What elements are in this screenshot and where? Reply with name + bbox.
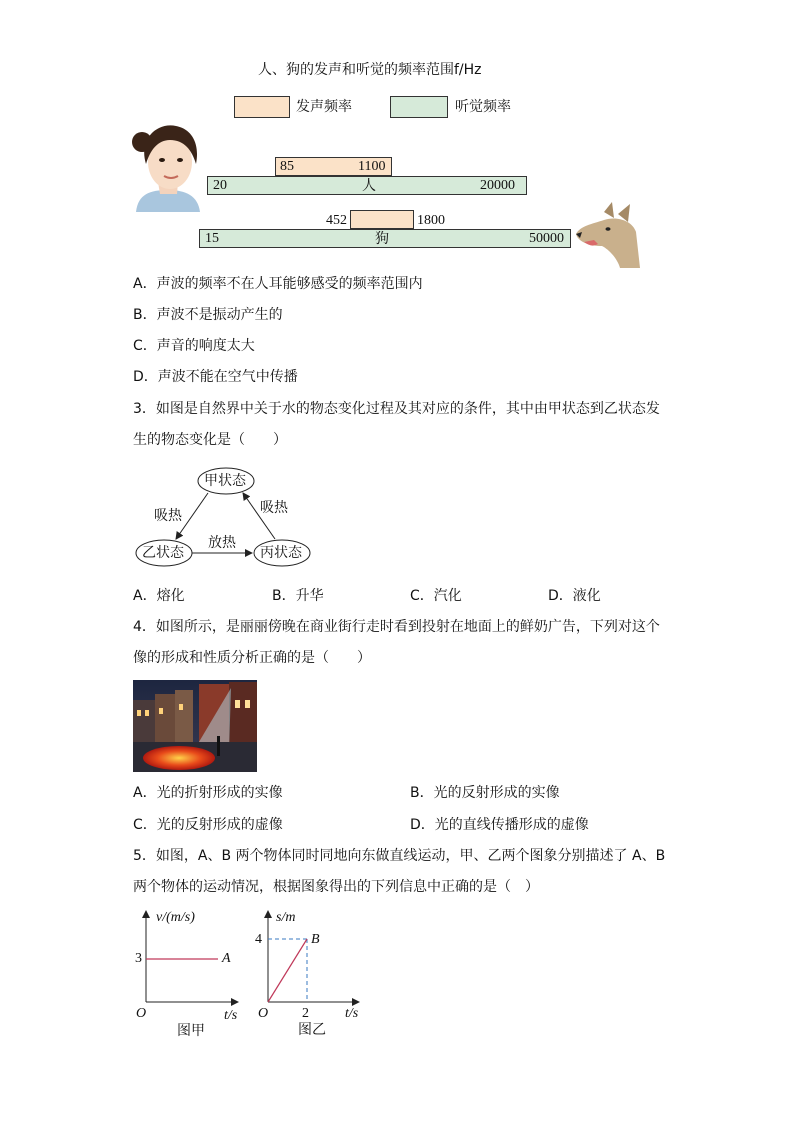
state-b-label: 乙状态: [142, 545, 184, 561]
q5-stem-line2: 两个物体的运动情况，根据图象得出的下列信息中正确的是（ ）: [133, 879, 539, 895]
state-c-label: 丙状态: [260, 545, 302, 561]
graph-b-xtick: 2: [302, 1006, 309, 1021]
human-speak-low: 85: [280, 159, 294, 174]
dog-speak-bar: [350, 210, 414, 229]
graph-b-st: [255, 905, 365, 1010]
q3-option-d: D．液化: [548, 588, 601, 604]
graph-a-ytick: 3: [135, 951, 142, 966]
q3-option-b: B．升华: [272, 588, 324, 604]
graph-b-origin: O: [258, 1006, 269, 1021]
edge-ab-label: 吸热: [154, 508, 182, 524]
dog-hear-low: 15: [205, 231, 219, 246]
graph-b-ylabel: s/m: [276, 910, 296, 925]
dog-label: 狗: [375, 231, 389, 247]
graph-a-caption: 图甲: [177, 1023, 205, 1039]
human-hear-low: 20: [213, 178, 227, 193]
human-label: 人: [362, 178, 376, 194]
legend-speak-label: 发声频率: [296, 99, 352, 115]
human-hear-high: 20000: [480, 178, 515, 193]
graph-a-ylabel: v/(m/s): [156, 910, 195, 925]
q4-option-c: C．光的反射形成的虚像: [133, 817, 283, 833]
q3-option-a: A．熔化: [133, 588, 185, 604]
legend-hear-swatch: [390, 96, 448, 118]
q2-option-c: C．声音的响度太大: [133, 338, 255, 354]
freq-figure-title: 人、狗的发声和听觉的频率范围f/Hz: [258, 62, 482, 78]
q4-stem-line1: 4．如图所示，是丽丽傍晚在商业街行走时看到投射在地面上的鲜奶广告，下列对这个: [133, 619, 660, 635]
q3-stem-line1: 3．如图是自然界中关于水的物态变化过程及其对应的条件，其中由甲状态到乙状态发: [133, 401, 660, 417]
q2-option-b: B．声波不是振动产生的: [133, 307, 283, 323]
q4-option-b: B．光的反射形成的实像: [410, 785, 560, 801]
graph-a-series-label: A: [222, 951, 231, 966]
graph-a-xlabel: t/s: [224, 1008, 238, 1023]
graph-b-series-label: B: [311, 932, 320, 947]
street-ad-photo: [133, 680, 257, 772]
q4-option-d: D．光的直线传播形成的虚像: [410, 817, 589, 833]
q2-option-a: A．声波的频率不在人耳能够感受的频率范围内: [133, 276, 423, 292]
q4-option-a: A．光的折射形成的实像: [133, 785, 283, 801]
q3-option-c: C．汽化: [410, 588, 462, 604]
dog-speak-low: 452: [326, 213, 347, 228]
legend-hear-label: 听觉频率: [455, 99, 511, 115]
edge-bc-label: 放热: [208, 535, 236, 551]
legend-speak-swatch: [234, 96, 290, 118]
q3-stem-line2: 生的物态变化是（ ）: [133, 432, 287, 448]
human-speak-high: 1100: [358, 159, 386, 174]
graph-b-xlabel: t/s: [345, 1006, 359, 1021]
graph-b-caption: 图乙: [298, 1022, 326, 1038]
woman-illustration: [130, 120, 206, 212]
graph-a-origin: O: [136, 1006, 147, 1021]
dog-speak-high: 1800: [417, 213, 445, 228]
edge-ca-label: 吸热: [260, 500, 288, 516]
q2-option-d: D．声波不能在空气中传播: [133, 369, 298, 385]
state-a-label: 甲状态: [204, 473, 246, 489]
graph-b-ytick: 4: [255, 932, 262, 947]
q4-stem-line2: 像的形成和性质分析正确的是（ ）: [133, 650, 371, 666]
dog-illustration: [574, 202, 642, 268]
q5-stem-line1: 5．如图，A、B 两个物体同时同地向东做直线运动，甲、乙两个图象分别描述了 A、B: [133, 848, 666, 864]
dog-hear-high: 50000: [529, 231, 564, 246]
